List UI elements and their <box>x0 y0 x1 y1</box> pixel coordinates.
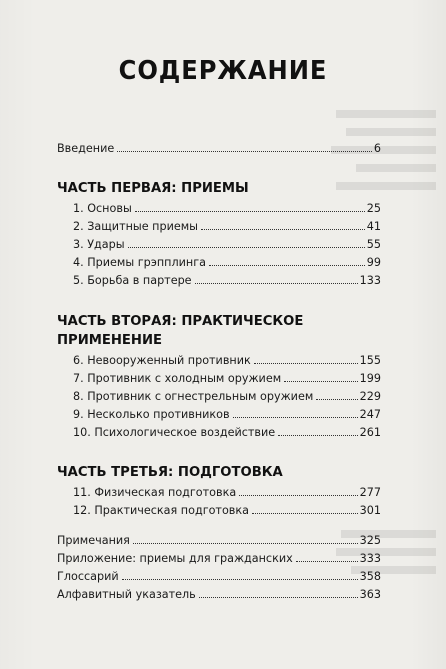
toc-entry-page: 333 <box>359 552 381 565</box>
toc-entry-page: 25 <box>366 202 381 215</box>
toc-entry-index[interactable] <box>57 588 381 606</box>
toc-entry-label: Алфавитный указатель <box>57 588 196 601</box>
toc-entry-appendix[interactable] <box>57 552 381 570</box>
toc-entry-label: 1. Основы <box>73 202 132 215</box>
toc-entry-page: 358 <box>359 570 381 583</box>
toc-entry-page: 229 <box>359 390 381 403</box>
part-heading-1: ЧАСТЬ ПЕРВАЯ: ПРИЕМЫ <box>57 181 249 196</box>
dot-leader <box>296 561 358 562</box>
toc-entry-page: 363 <box>359 588 381 601</box>
toc-entry-page: 6 <box>373 142 381 155</box>
toc-entry-label: 12. Практическая подготовка <box>73 504 249 517</box>
dot-leader <box>209 265 365 266</box>
toc-entry-label: Приложение: приемы для гражданских <box>57 552 293 565</box>
toc-entry-label: 10. Психологическое воздействие <box>73 426 276 439</box>
toc-entry-label: 7. Противник с холодным оружием <box>73 372 282 385</box>
toc-entry[interactable] <box>57 504 381 522</box>
dot-leader <box>316 399 357 400</box>
toc-entry[interactable] <box>57 372 381 390</box>
dot-leader <box>128 247 365 248</box>
toc-entry-label: 5. Борьба в партере <box>73 274 192 287</box>
toc-entry[interactable] <box>57 238 381 256</box>
toc-entry[interactable] <box>57 354 381 372</box>
dot-leader <box>195 283 358 284</box>
toc-entry-label: 11. Физическая подготовка <box>73 486 237 499</box>
toc-entry-page: 99 <box>366 256 381 269</box>
toc-entry[interactable] <box>57 274 381 292</box>
toc-entry-page: 277 <box>359 486 381 499</box>
toc-entry[interactable] <box>57 408 381 426</box>
toc-entry-page: 133 <box>359 274 381 287</box>
toc-entry-page: 155 <box>359 354 381 367</box>
part-heading-2 <box>57 312 381 350</box>
dot-leader <box>117 151 372 152</box>
dot-leader <box>122 579 358 580</box>
toc-entry-label: 4. Приемы грэпплинга <box>73 256 206 269</box>
toc-entry-label: Глоссарий <box>57 570 119 583</box>
dot-leader <box>133 543 358 544</box>
dot-leader <box>278 435 357 436</box>
toc-entry-page: 55 <box>366 238 381 251</box>
part-heading-3: ЧАСТЬ ТРЕТЬЯ: ПОДГОТОВКА <box>57 465 283 480</box>
dot-leader <box>239 495 357 496</box>
table-of-contents <box>57 142 381 606</box>
toc-entry[interactable] <box>57 390 381 408</box>
dot-leader <box>199 597 358 598</box>
toc-entry-glossary[interactable] <box>57 570 381 588</box>
part-heading-line: ПРИМЕНЕНИЕ <box>57 333 162 348</box>
toc-entry-label: 3. Удары <box>73 238 125 251</box>
page-title: СОДЕРЖАНИЕ <box>118 56 328 86</box>
toc-entry-label: 8. Противник с огнестрельным оружием <box>73 390 314 403</box>
part-heading-line: ЧАСТЬ ВТОРАЯ: ПРАКТИЧЕСКОЕ <box>57 314 304 329</box>
toc-entry[interactable] <box>57 202 381 220</box>
toc-entry-intro[interactable] <box>57 142 381 160</box>
toc-entry-page: 247 <box>359 408 381 421</box>
toc-entry-label: 9. Несколько противников <box>73 408 230 421</box>
toc-entry-page: 41 <box>366 220 381 233</box>
toc-entry-label: 2. Защитные приемы <box>73 220 199 233</box>
dot-leader <box>201 229 365 230</box>
toc-entry-page: 261 <box>359 426 381 439</box>
toc-entry-label: 6. Невооруженный противник <box>73 354 251 367</box>
toc-entry-label: Примечания <box>57 534 130 547</box>
toc-entry[interactable] <box>57 256 381 274</box>
dot-leader <box>252 513 358 514</box>
toc-entry-page: 199 <box>359 372 381 385</box>
dot-leader <box>254 363 358 364</box>
toc-entry[interactable] <box>57 486 381 504</box>
toc-entry[interactable] <box>57 220 381 238</box>
dot-leader <box>233 417 358 418</box>
toc-entry-label: Введение <box>57 142 115 155</box>
toc-entry-notes[interactable] <box>57 534 381 552</box>
dot-leader <box>284 381 357 382</box>
toc-entry[interactable] <box>57 426 381 444</box>
dot-leader <box>135 211 365 212</box>
toc-entry-page: 325 <box>359 534 381 547</box>
toc-entry-page: 301 <box>359 504 381 517</box>
